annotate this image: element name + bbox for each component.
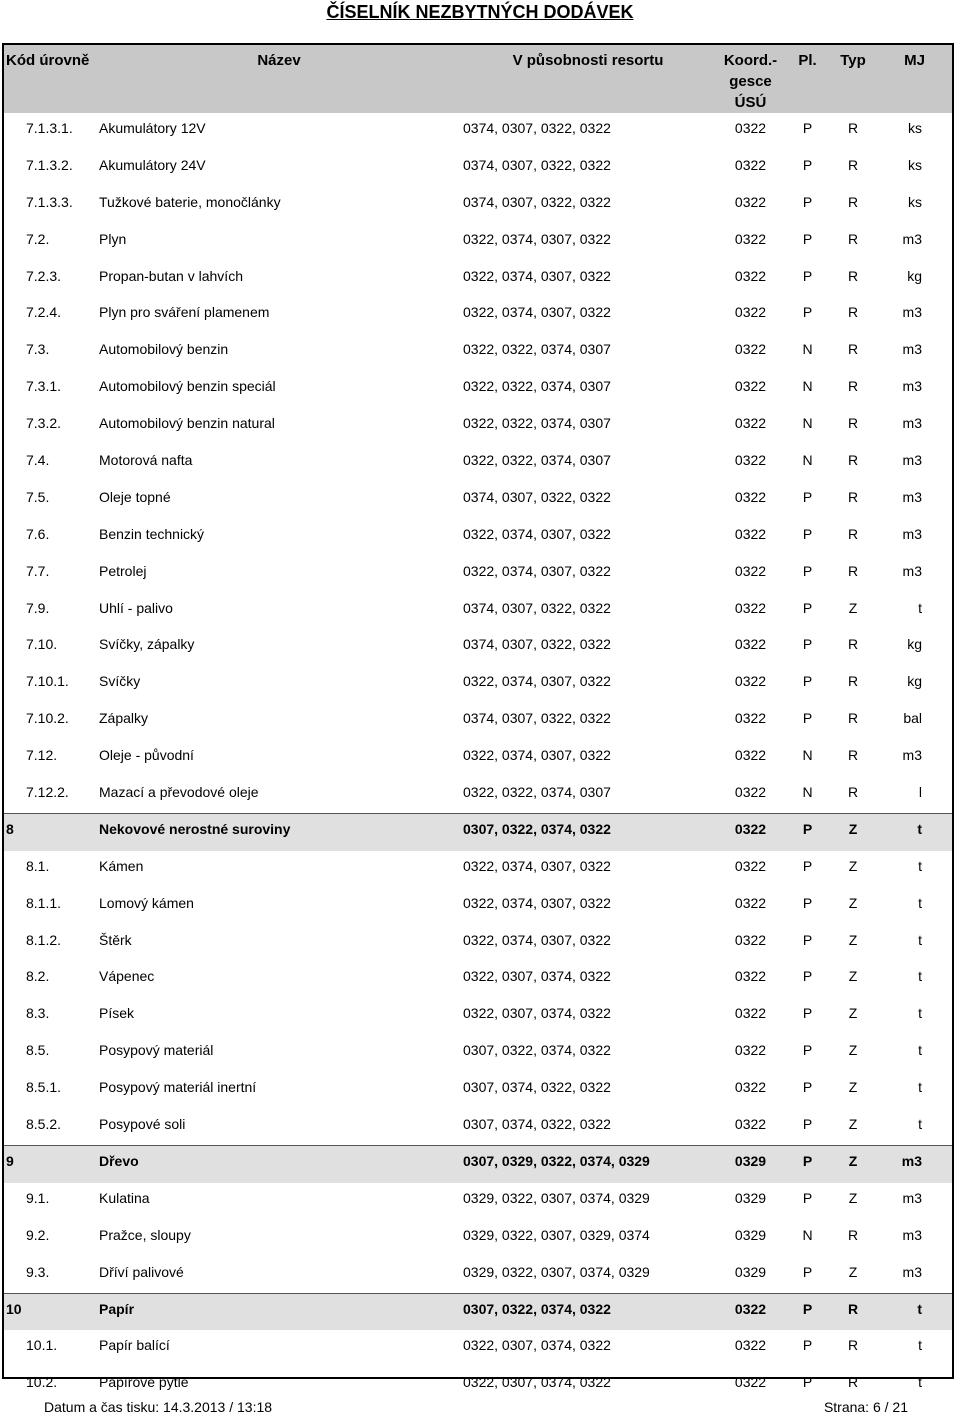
cell-name: Písek bbox=[99, 1005, 135, 1022]
table-row bbox=[4, 297, 952, 334]
cell-code: 8.1.1. bbox=[26, 894, 62, 911]
cell-code: 8.1. bbox=[26, 857, 50, 874]
table-row bbox=[4, 1035, 952, 1072]
cell-resort: 0374, 0307, 0322, 0322 bbox=[463, 636, 611, 653]
cell-pl: P bbox=[802, 894, 813, 911]
cell-name: Automobilový benzin speciál bbox=[99, 378, 276, 395]
table-row bbox=[4, 888, 952, 925]
cell-coord: 0329 bbox=[734, 1189, 767, 1206]
cell-mj: t bbox=[918, 1374, 922, 1391]
cell-coord: 0322 bbox=[734, 636, 767, 653]
cell-code: 8.2. bbox=[26, 968, 50, 985]
cell-code: 9.2. bbox=[26, 1226, 50, 1243]
cell-coord: 0322 bbox=[734, 599, 767, 616]
table-row bbox=[4, 961, 952, 998]
cell-pl: P bbox=[786, 814, 829, 851]
cell-name: Kulatina bbox=[99, 1189, 150, 1206]
cell-typ: R bbox=[847, 488, 859, 505]
cell-pl: P bbox=[802, 562, 813, 579]
cell-mj: m3 bbox=[902, 562, 922, 579]
cell-pl: P bbox=[802, 267, 813, 284]
cell-coord: 0322 bbox=[734, 1005, 767, 1022]
col-header-name: Název bbox=[257, 52, 301, 69]
col-header-mj: MJ bbox=[904, 52, 925, 69]
cell-typ: R bbox=[847, 747, 859, 764]
cell-resort: 0322, 0307, 0374, 0322 bbox=[463, 1374, 611, 1391]
cell-code: 8.5. bbox=[26, 1042, 50, 1059]
cell-resort: 0329, 0322, 0307, 0374, 0329 bbox=[463, 1189, 650, 1206]
cell-code: 8 bbox=[4, 814, 97, 851]
cell-resort: 0322, 0322, 0374, 0307 bbox=[463, 378, 611, 395]
cell-code: 7.3.2. bbox=[26, 415, 62, 432]
table-row bbox=[4, 629, 952, 666]
cell-pl: P bbox=[802, 636, 813, 653]
cell-coord: 0322 bbox=[715, 814, 786, 851]
cell-code: 7.1.3.2. bbox=[26, 156, 73, 173]
cell-typ: R bbox=[847, 562, 859, 579]
cell-pl: N bbox=[802, 1226, 813, 1243]
cell-mj: m3 bbox=[902, 230, 922, 247]
cell-coord: 0322 bbox=[734, 1337, 767, 1354]
cell-mj: ks bbox=[908, 156, 922, 173]
cell-name: Svíčky, zápalky bbox=[99, 636, 195, 653]
cell-code: 7.2.3. bbox=[26, 267, 62, 284]
cell-name: Dříví palivové bbox=[99, 1263, 184, 1280]
cell-resort: 0322, 0374, 0307, 0322 bbox=[463, 304, 611, 321]
cell-coord: 0322 bbox=[734, 673, 767, 690]
cell-typ: R bbox=[847, 710, 859, 727]
cell-code: 8.5.1. bbox=[26, 1079, 62, 1096]
cell-pl: P bbox=[802, 1079, 813, 1096]
cell-mj: m3 bbox=[902, 1189, 922, 1206]
cell-pl: P bbox=[802, 599, 813, 616]
cell-coord: 0322 bbox=[734, 452, 767, 469]
cell-typ: R bbox=[829, 1294, 877, 1331]
cell-typ: R bbox=[847, 415, 859, 432]
cell-resort: 0374, 0307, 0322, 0322 bbox=[463, 599, 611, 616]
cell-pl: P bbox=[802, 1263, 813, 1280]
table-row bbox=[4, 1072, 952, 1109]
cell-code: 7.3. bbox=[26, 341, 50, 358]
cell-pl: N bbox=[802, 341, 813, 358]
cell-pl: P bbox=[802, 1189, 813, 1206]
cell-pl: P bbox=[802, 304, 813, 321]
cell-mj: t bbox=[918, 931, 922, 948]
cell-mj: t bbox=[918, 1005, 922, 1022]
cell-coord: 0322 bbox=[715, 1294, 786, 1331]
cell-coord: 0322 bbox=[734, 415, 767, 432]
cell-mj: t bbox=[918, 968, 922, 985]
cell-resort: 0322, 0374, 0307, 0322 bbox=[463, 857, 611, 874]
cell-code: 8.1.2. bbox=[26, 931, 62, 948]
cell-name: Motorová nafta bbox=[99, 452, 193, 469]
cell-coord: 0322 bbox=[734, 267, 767, 284]
cell-coord: 0322 bbox=[734, 1116, 767, 1133]
cell-code: 7.10. bbox=[26, 636, 58, 653]
cell-typ: Z bbox=[848, 857, 858, 874]
cell-pl: P bbox=[802, 120, 813, 136]
table-row bbox=[4, 851, 952, 888]
cell-mj: m3 bbox=[902, 415, 922, 432]
cell-typ: Z bbox=[848, 1189, 858, 1206]
cell-typ: Z bbox=[848, 968, 858, 985]
cell-resort: 0322, 0307, 0374, 0322 bbox=[463, 1337, 611, 1354]
cell-coord: 0329 bbox=[715, 1146, 786, 1183]
cell-coord: 0322 bbox=[734, 156, 767, 173]
cell-name: Kámen bbox=[99, 857, 144, 874]
cell-name: Posypový materiál inertní bbox=[99, 1079, 257, 1096]
cell-resort: 0307, 0329, 0322, 0374, 0329 bbox=[461, 1146, 715, 1183]
cell-resort: 0322, 0374, 0307, 0322 bbox=[463, 747, 611, 764]
table-row bbox=[4, 482, 952, 519]
cell-code: 9.1. bbox=[26, 1189, 50, 1206]
cell-resort: 0307, 0322, 0374, 0322 bbox=[461, 814, 715, 851]
cell-resort: 0374, 0307, 0322, 0322 bbox=[463, 120, 611, 136]
cell-coord: 0329 bbox=[734, 1263, 767, 1280]
cell-coord: 0322 bbox=[734, 120, 767, 136]
cell-pl: N bbox=[802, 452, 813, 469]
cell-coord: 0322 bbox=[734, 710, 767, 727]
cell-resort: 0307, 0322, 0374, 0322 bbox=[463, 1042, 611, 1059]
page-title: ČÍSELNÍK NEZBYTNÝCH DODÁVEK bbox=[326, 2, 634, 22]
cell-coord: 0322 bbox=[734, 894, 767, 911]
cell-code: 10.1. bbox=[26, 1337, 58, 1354]
cell-code: 7.2. bbox=[26, 230, 50, 247]
cell-typ: R bbox=[847, 1374, 859, 1391]
cell-mj: kg bbox=[907, 673, 922, 690]
cell-typ: Z bbox=[848, 599, 858, 616]
table-group-row bbox=[4, 1294, 952, 1331]
cell-name: Papírové pytle bbox=[99, 1374, 189, 1391]
cell-coord: 0322 bbox=[734, 1042, 767, 1059]
cell-resort: 0307, 0322, 0374, 0322 bbox=[461, 1294, 715, 1331]
cell-typ: Z bbox=[848, 1079, 858, 1096]
table-row bbox=[4, 261, 952, 298]
cell-name: Oleje topné bbox=[99, 488, 171, 505]
cell-mj: l bbox=[918, 784, 922, 801]
col-header-typ: Typ bbox=[840, 52, 866, 69]
cell-pl: P bbox=[802, 931, 813, 948]
cell-coord: 0322 bbox=[734, 562, 767, 579]
cell-resort: 0322, 0374, 0307, 0322 bbox=[463, 931, 611, 948]
table-row bbox=[4, 371, 952, 408]
cell-coord: 0322 bbox=[734, 525, 767, 542]
cell-typ: R bbox=[847, 230, 859, 247]
cell-name: Mazací a převodové oleje bbox=[99, 784, 259, 801]
cell-name: Pražce, sloupy bbox=[99, 1226, 191, 1243]
cell-pl: N bbox=[802, 784, 813, 801]
cell-coord: 0322 bbox=[734, 931, 767, 948]
cell-code: 7.12. bbox=[26, 747, 58, 764]
cell-typ: R bbox=[847, 267, 859, 284]
table-row bbox=[4, 703, 952, 740]
cell-typ: R bbox=[847, 1337, 859, 1354]
cell-name: Plyn pro sváření plamenem bbox=[99, 304, 270, 321]
cell-typ: Z bbox=[848, 931, 858, 948]
cell-pl: P bbox=[802, 230, 813, 247]
cell-typ: Z bbox=[848, 894, 858, 911]
cell-coord: 0322 bbox=[734, 1374, 767, 1391]
cell-typ: Z bbox=[848, 1042, 858, 1059]
cell-code: 7.10.1. bbox=[26, 673, 69, 690]
cell-pl: P bbox=[802, 193, 813, 210]
cell-code: 7.10.2. bbox=[26, 710, 69, 727]
cell-code: 8.5.2. bbox=[26, 1116, 62, 1133]
supply-table bbox=[4, 45, 952, 1404]
cell-typ: R bbox=[847, 120, 859, 136]
cell-pl: P bbox=[802, 710, 813, 727]
col-header-pl: Pl. bbox=[798, 52, 817, 69]
print-date: Datum a čas tisku: 14.3.2013 / 13:18 bbox=[44, 1399, 273, 1415]
cell-resort: 0322, 0374, 0307, 0322 bbox=[463, 525, 611, 542]
table-row bbox=[4, 998, 952, 1035]
cell-mj: bal bbox=[903, 710, 922, 727]
table-row bbox=[4, 224, 952, 261]
cell-name: Akumulátory 24V bbox=[99, 156, 206, 173]
cell-resort: 0322, 0374, 0307, 0322 bbox=[463, 894, 611, 911]
table-row bbox=[4, 556, 952, 593]
cell-mj: m3 bbox=[902, 304, 922, 321]
cell-name: Papír bbox=[97, 1294, 461, 1331]
cell-pl: P bbox=[802, 1042, 813, 1059]
cell-coord: 0322 bbox=[734, 747, 767, 764]
cell-mj: m3 bbox=[877, 1146, 952, 1183]
cell-code: 7.7. bbox=[26, 562, 50, 579]
cell-mj: kg bbox=[907, 636, 922, 653]
table-row bbox=[4, 1330, 952, 1367]
cell-pl: P bbox=[802, 857, 813, 874]
cell-coord: 0322 bbox=[734, 784, 767, 801]
cell-name: Svíčky bbox=[99, 673, 141, 690]
cell-resort: 0307, 0374, 0322, 0322 bbox=[463, 1116, 611, 1133]
table-row bbox=[4, 1109, 952, 1146]
cell-typ: R bbox=[847, 156, 859, 173]
cell-mj: t bbox=[918, 1116, 922, 1133]
table-row bbox=[4, 1257, 952, 1294]
cell-pl: P bbox=[802, 1005, 813, 1022]
cell-typ: Z bbox=[848, 1263, 858, 1280]
cell-name: Petrolej bbox=[99, 562, 147, 579]
cell-pl: N bbox=[802, 378, 813, 395]
cell-typ: R bbox=[847, 784, 859, 801]
cell-pl: P bbox=[802, 968, 813, 985]
cell-resort: 0374, 0307, 0322, 0322 bbox=[463, 710, 611, 727]
cell-pl: P bbox=[802, 1337, 813, 1354]
col-header-code: Kód úrovně bbox=[6, 52, 90, 69]
cell-code: 7.1.3.3. bbox=[26, 193, 73, 210]
cell-resort: 0322, 0374, 0307, 0322 bbox=[463, 267, 611, 284]
cell-pl: P bbox=[802, 673, 813, 690]
cell-mj: ks bbox=[908, 120, 922, 136]
cell-typ: R bbox=[847, 341, 859, 358]
cell-name: Uhlí - palivo bbox=[99, 599, 173, 616]
table-row bbox=[4, 187, 952, 224]
cell-resort: 0322, 0374, 0307, 0322 bbox=[463, 230, 611, 247]
cell-coord: 0322 bbox=[734, 230, 767, 247]
cell-name: Benzin technický bbox=[99, 525, 205, 542]
cell-mj: t bbox=[918, 1337, 922, 1354]
cell-name: Vápenec bbox=[99, 968, 155, 985]
cell-coord: 0322 bbox=[734, 378, 767, 395]
table-row bbox=[4, 113, 952, 150]
cell-mj: ks bbox=[908, 193, 922, 210]
table-row bbox=[4, 666, 952, 703]
cell-typ: R bbox=[847, 525, 859, 542]
cell-coord: 0322 bbox=[734, 304, 767, 321]
cell-pl: P bbox=[802, 1374, 813, 1391]
table-group-row bbox=[4, 814, 952, 851]
table-row bbox=[4, 334, 952, 371]
cell-mj: m3 bbox=[902, 1226, 922, 1243]
cell-mj: t bbox=[918, 1079, 922, 1096]
cell-typ: R bbox=[847, 378, 859, 395]
cell-pl: P bbox=[802, 488, 813, 505]
table-row bbox=[4, 925, 952, 962]
cell-name: Automobilový benzin natural bbox=[99, 415, 275, 432]
cell-resort: 0322, 0307, 0374, 0322 bbox=[463, 1005, 611, 1022]
cell-resort: 0374, 0307, 0322, 0322 bbox=[463, 488, 611, 505]
cell-mj: t bbox=[877, 814, 952, 851]
cell-code: 9.3. bbox=[26, 1263, 50, 1280]
cell-mj: m3 bbox=[902, 341, 922, 358]
cell-typ: Z bbox=[829, 1146, 877, 1183]
cell-name: Papír balící bbox=[99, 1337, 170, 1354]
cell-resort: 0322, 0307, 0374, 0322 bbox=[463, 968, 611, 985]
table-row bbox=[4, 1220, 952, 1257]
cell-resort: 0329, 0322, 0307, 0374, 0329 bbox=[463, 1263, 650, 1280]
cell-pl: N bbox=[802, 415, 813, 432]
cell-name: Posypové soli bbox=[99, 1116, 186, 1133]
cell-typ: Z bbox=[829, 814, 877, 851]
cell-coord: 0329 bbox=[734, 1226, 767, 1243]
cell-mj: m3 bbox=[902, 525, 922, 542]
cell-name: Oleje - původní bbox=[99, 747, 194, 764]
cell-pl: P bbox=[802, 156, 813, 173]
cell-code: 7.6. bbox=[26, 525, 50, 542]
cell-mj: t bbox=[877, 1294, 952, 1331]
table-header-row bbox=[4, 45, 952, 113]
cell-code: 10 bbox=[4, 1294, 97, 1331]
cell-resort: 0374, 0307, 0322, 0322 bbox=[463, 193, 611, 210]
cell-code: 7.3.1. bbox=[26, 378, 62, 395]
cell-name: Lomový kámen bbox=[99, 894, 194, 911]
cell-pl: P bbox=[786, 1146, 829, 1183]
cell-code: 7.9. bbox=[26, 599, 50, 616]
cell-mj: m3 bbox=[902, 378, 922, 395]
cell-code: 7.2.4. bbox=[26, 304, 62, 321]
cell-typ: R bbox=[847, 673, 859, 690]
cell-typ: Z bbox=[848, 1116, 858, 1133]
cell-resort: 0322, 0374, 0307, 0322 bbox=[463, 562, 611, 579]
cell-pl: N bbox=[802, 747, 813, 764]
cell-pl: P bbox=[802, 525, 813, 542]
cell-code: 7.12.2. bbox=[26, 784, 69, 801]
cell-resort: 0329, 0322, 0307, 0329, 0374 bbox=[463, 1226, 650, 1243]
cell-resort: 0322, 0322, 0374, 0307 bbox=[463, 415, 611, 432]
table-row bbox=[4, 1183, 952, 1220]
cell-mj: kg bbox=[907, 267, 922, 284]
cell-pl: P bbox=[786, 1294, 829, 1331]
cell-coord: 0322 bbox=[734, 193, 767, 210]
cell-mj: m3 bbox=[902, 488, 922, 505]
cell-typ: R bbox=[847, 193, 859, 210]
cell-name: Akumulátory 12V bbox=[99, 120, 206, 136]
cell-coord: 0322 bbox=[734, 488, 767, 505]
table-row bbox=[4, 593, 952, 630]
cell-resort: 0374, 0307, 0322, 0322 bbox=[463, 156, 611, 173]
table-row bbox=[4, 445, 952, 482]
cell-coord: 0322 bbox=[734, 968, 767, 985]
cell-mj: t bbox=[918, 1042, 922, 1059]
cell-mj: m3 bbox=[902, 1263, 922, 1280]
cell-code: 9 bbox=[4, 1146, 97, 1183]
table-row bbox=[4, 408, 952, 445]
cell-resort: 0322, 0322, 0374, 0307 bbox=[463, 784, 611, 801]
cell-name: Propan-butan v lahvích bbox=[99, 267, 243, 284]
cell-coord: 0322 bbox=[734, 857, 767, 874]
cell-coord: 0322 bbox=[734, 1079, 767, 1096]
cell-coord: 0322 bbox=[734, 341, 767, 358]
cell-typ: R bbox=[847, 452, 859, 469]
cell-name: Posypový materiál bbox=[99, 1042, 214, 1059]
table-row bbox=[4, 150, 952, 187]
col-header-resort: V působnosti resortu bbox=[512, 52, 664, 69]
cell-code: 10.2. bbox=[26, 1374, 58, 1391]
cell-mj: t bbox=[918, 599, 922, 616]
cell-resort: 0307, 0374, 0322, 0322 bbox=[463, 1079, 611, 1096]
table-row bbox=[4, 519, 952, 556]
col-header-coord: Koord.-gesce ÚSÚ bbox=[723, 52, 778, 111]
cell-name: Plyn bbox=[99, 230, 127, 247]
cell-mj: m3 bbox=[902, 452, 922, 469]
cell-typ: R bbox=[847, 1226, 859, 1243]
cell-code: 7.4. bbox=[26, 452, 50, 469]
cell-resort: 0322, 0322, 0374, 0307 bbox=[463, 341, 611, 358]
page-number: Strana: 6 / 21 bbox=[823, 1399, 908, 1415]
cell-code: 7.5. bbox=[26, 488, 50, 505]
table-body bbox=[4, 113, 952, 1404]
cell-typ: R bbox=[847, 636, 859, 653]
cell-typ: Z bbox=[848, 1005, 858, 1022]
cell-pl: P bbox=[802, 1116, 813, 1133]
table-row bbox=[4, 777, 952, 814]
cell-typ: R bbox=[847, 304, 859, 321]
cell-mj: m3 bbox=[902, 747, 922, 764]
cell-name: Tužkové baterie, monočlánky bbox=[99, 193, 281, 210]
table-group-row bbox=[4, 1146, 952, 1183]
cell-mj: t bbox=[918, 894, 922, 911]
cell-name: Nekovové nerostné suroviny bbox=[97, 814, 461, 851]
cell-name: Automobilový benzin bbox=[99, 341, 229, 358]
table-row bbox=[4, 740, 952, 777]
cell-resort: 0322, 0374, 0307, 0322 bbox=[463, 673, 611, 690]
cell-resort: 0322, 0322, 0374, 0307 bbox=[463, 452, 611, 469]
cell-name: Zápalky bbox=[99, 710, 149, 727]
cell-name: Dřevo bbox=[97, 1146, 461, 1183]
cell-code: 8.3. bbox=[26, 1005, 50, 1022]
cell-mj: t bbox=[918, 857, 922, 874]
cell-code: 7.1.3.1. bbox=[26, 120, 73, 136]
cell-name: Štěrk bbox=[99, 931, 132, 948]
